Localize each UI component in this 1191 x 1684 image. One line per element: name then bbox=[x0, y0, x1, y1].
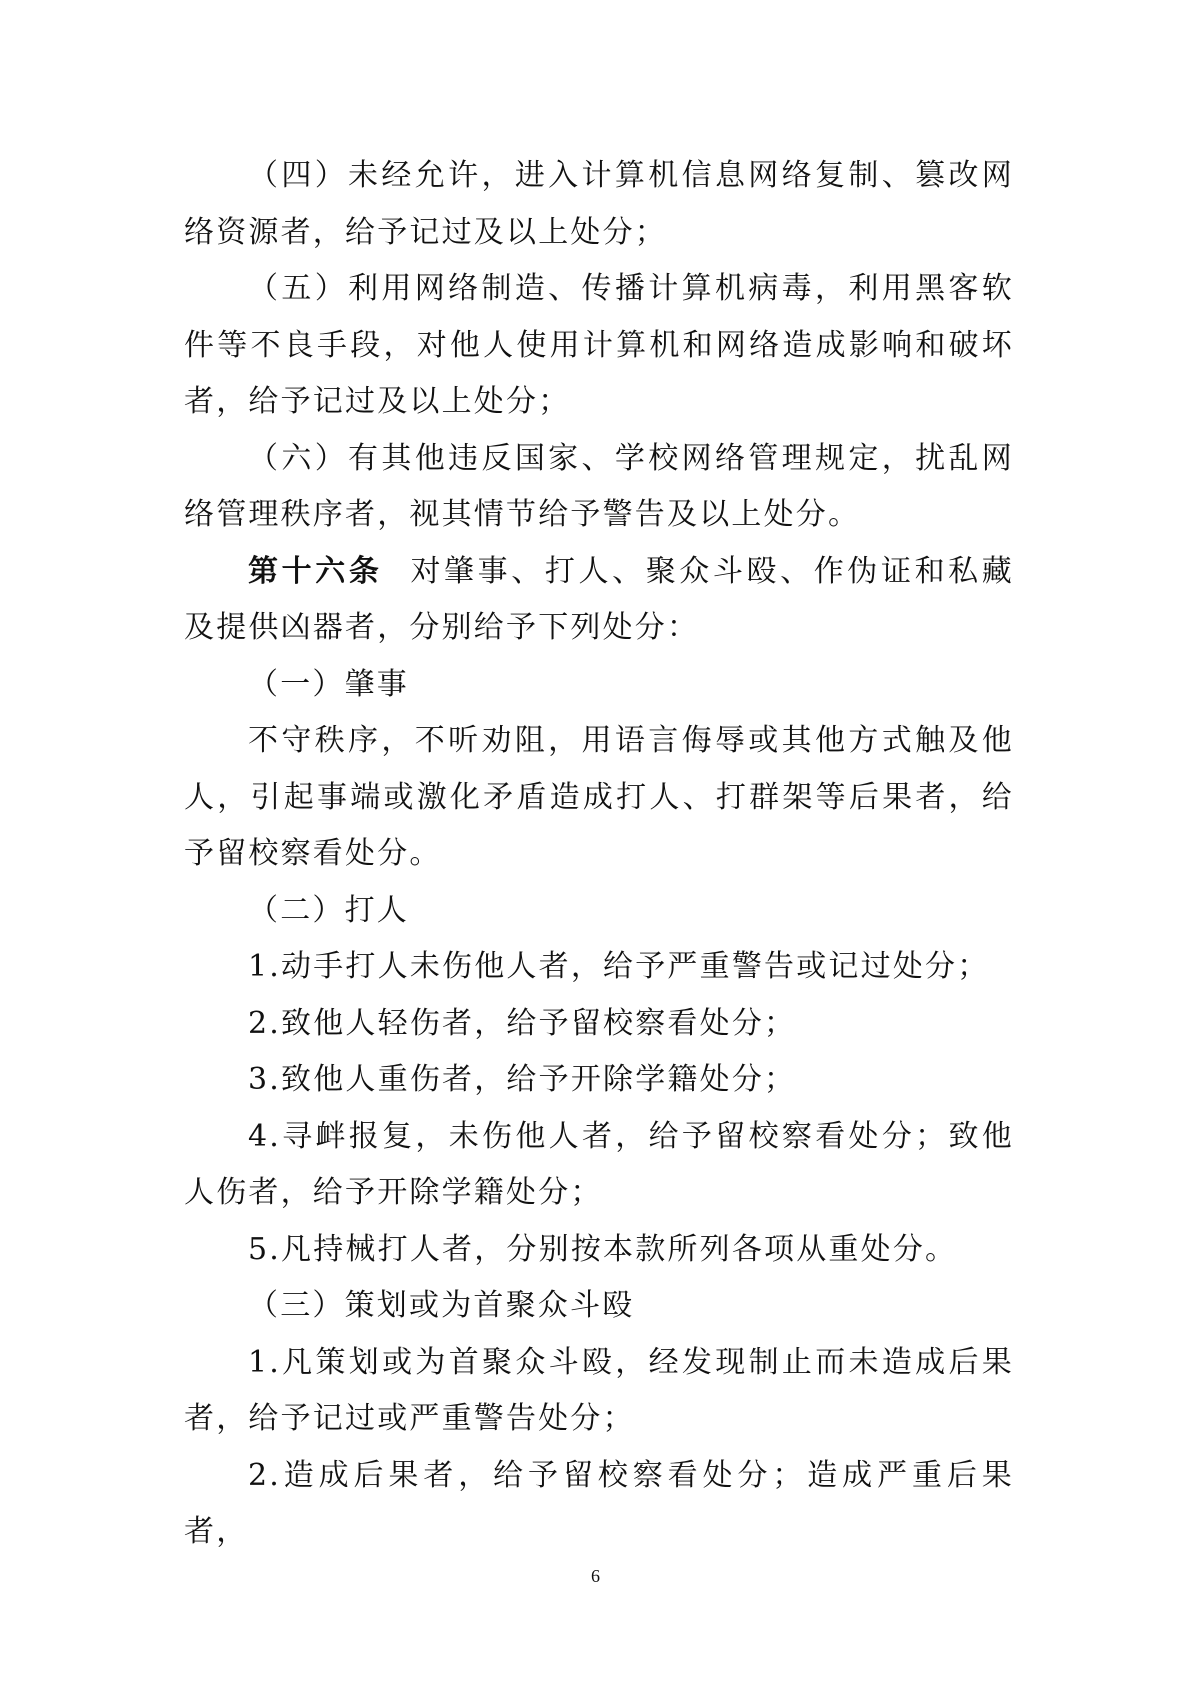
paragraph-clause-5: （五）利用网络制造、传播计算机病毒，利用黑客软件等不良手段，对他人使用计算机和网络造成影响和破坏者，给予记过及以上处分； bbox=[184, 271, 1014, 419]
section-2-item-3: 3.致他人重伤者，给予开除学籍处分； bbox=[248, 1062, 797, 1097]
section-2-item-5: 5.凡持械打人者，分别按本款所列各项从重处分。 bbox=[248, 1231, 958, 1267]
article-16 bbox=[184, 544, 1014, 657]
section-3-item-1: 1.凡策划或为首聚众斗殴，经发现制止而未造成后果者，给予记过或严重警告处分； bbox=[184, 1344, 1014, 1436]
paragraph-clause-4: （四）未经允许，进入计算机信息网络复制、篡改网络资源者，给予记过及以上处分； bbox=[184, 158, 1014, 250]
section-3-heading: （三）策划或为首聚众斗殴 bbox=[248, 1288, 635, 1323]
article-16-text: 对肇事、打人、聚众斗殴、作伪证和私藏及提供凶器者，分别给予下列处分： bbox=[184, 553, 1014, 645]
document-body bbox=[184, 148, 1014, 1561]
section-1-heading: （一）肇事 bbox=[248, 666, 409, 702]
section-3-item-2: 2.造成后果者，给予留校察看处分；造成严重后果者， bbox=[184, 1457, 1014, 1549]
section-2-heading: （二）打人 bbox=[248, 892, 409, 928]
article-16-title: 第十六条 bbox=[248, 553, 383, 589]
section-2-item-1: 1.动手打人未伤他人者，给予严重警告或记过处分； bbox=[248, 949, 990, 984]
section-2-item-2: 2.致他人轻伤者，给予留校察看处分； bbox=[248, 1005, 797, 1041]
paragraph-clause-6: （六）有其他违反国家、学校网络管理规定，扰乱网络管理秩序者，视其情节给予警告及以上处分。 bbox=[184, 440, 1014, 532]
section-1-body: 不守秩序，不听劝阻，用语言侮辱或其他方式触及他人，引起事端或激化矛盾造成打人、打群架等后果者，给予留校察看处分。 bbox=[184, 723, 1014, 871]
section-2-item-4: 4.寻衅报复，未伤他人者，给予留校察看处分；致他人伤者，给予开除学籍处分； bbox=[184, 1118, 1014, 1210]
page-number: 6 bbox=[591, 1566, 600, 1586]
